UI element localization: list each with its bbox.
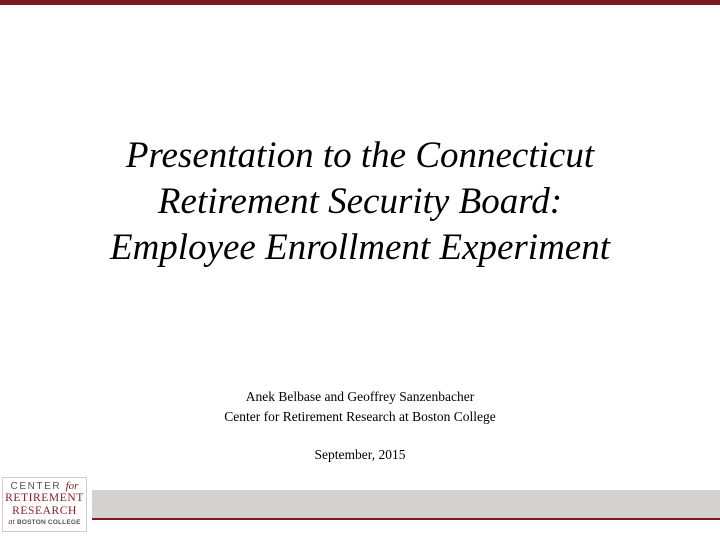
- title-line: Retirement Security Board:: [157, 181, 563, 222]
- logo-at-text: at: [8, 517, 15, 526]
- presentation-date: September, 2015: [314, 447, 406, 462]
- title-line: Employee Enrollment Experiment: [109, 227, 611, 268]
- affiliation: Center for Retirement Research at Boston College: [224, 409, 496, 424]
- footer-band: [92, 490, 720, 518]
- crr-logo: [2, 477, 87, 532]
- presenters-block: [60, 387, 660, 427]
- slide-title: [20, 133, 700, 271]
- authors: Anek Belbase and Geoffrey Sanzenbacher: [245, 389, 475, 404]
- logo-research-text: RESEARCH: [12, 504, 77, 517]
- title-line: Presentation to the Connecticut: [125, 135, 595, 176]
- logo-retirement-text: RETIREMENT: [5, 492, 84, 504]
- logo-line-center: [3, 481, 86, 492]
- logo-line-boston: [3, 518, 86, 527]
- logo-for-text: for: [65, 480, 79, 492]
- logo-boston-college-text: BOSTON COLLEGE: [16, 519, 81, 526]
- footer-accent-line: [92, 518, 720, 520]
- top-accent-bar: [0, 0, 720, 5]
- logo-center-text: CENTER: [10, 481, 62, 492]
